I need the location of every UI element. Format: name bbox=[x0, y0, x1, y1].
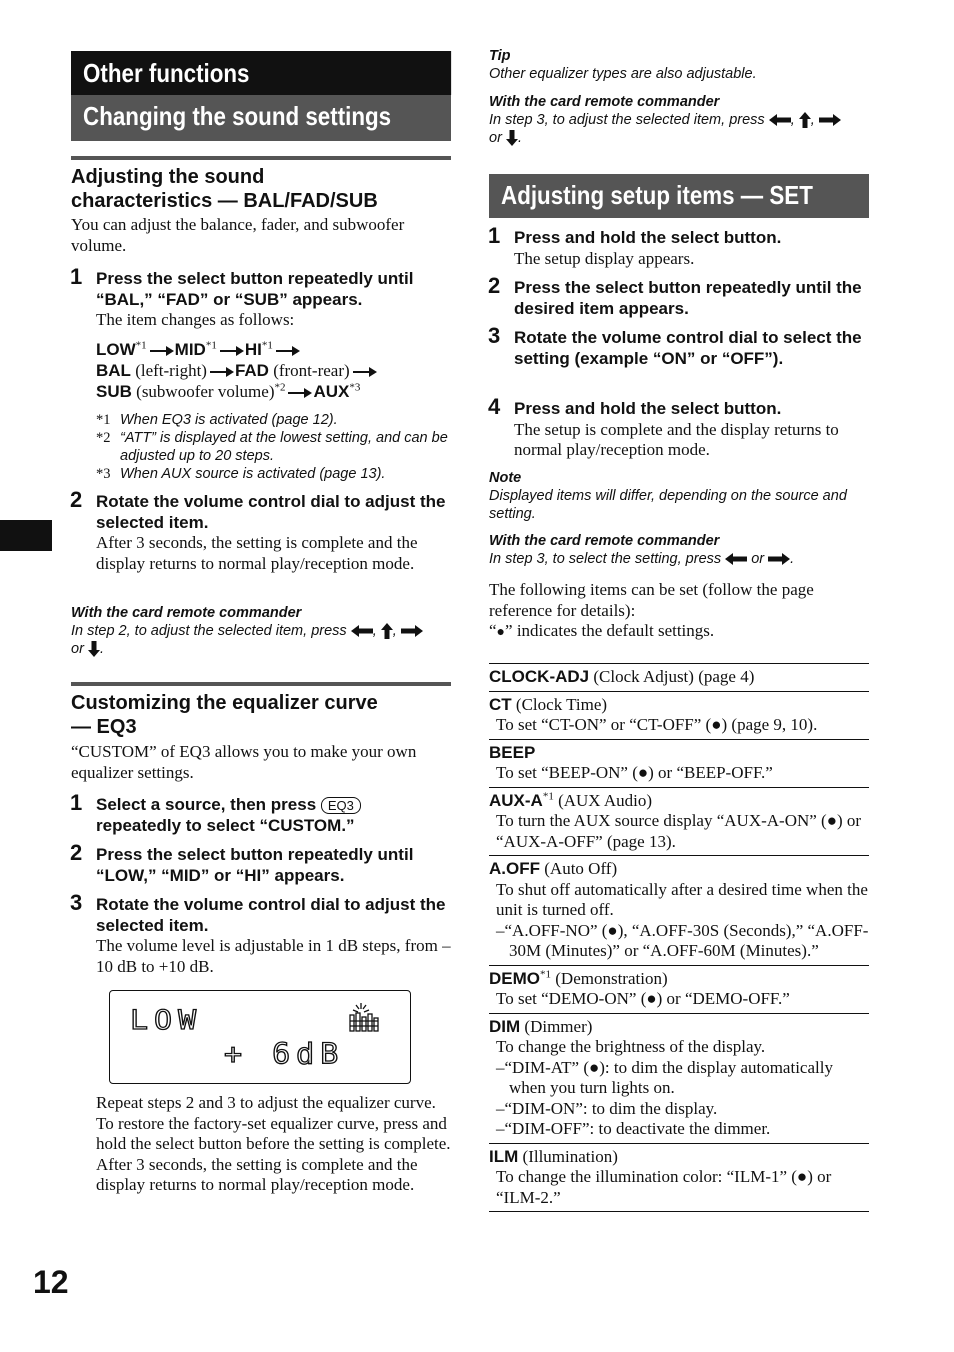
setting-text: To set “CT-ON” or “CT-OFF” (●) (page 9, 10). bbox=[496, 715, 818, 734]
setting-description: (Clock Time) bbox=[515, 694, 608, 714]
eq-after-text: Repeat steps 2 and 3 to adjust the equalizer curve. To restore the factory-set equalizer curve, press and hold the select button before the setting is complete. After 3 seconds, the setting is complete and the display returns to normal play/reception mode. bbox=[96, 1093, 451, 1194]
setting-text: To set “BEEP-ON” (●) or “BEEP-OFF.” bbox=[496, 763, 773, 782]
page-number: 12 bbox=[33, 1264, 69, 1300]
set-step-2: 2 Press the select button repeatedly until the desired item appears. bbox=[488, 273, 862, 318]
set-following: The following items can be set (follow the page reference for details): “●” indicates the default settings. bbox=[489, 580, 814, 640]
setting-name: DEMO bbox=[489, 968, 540, 988]
setting-name: ILM bbox=[489, 1146, 519, 1166]
settings-row bbox=[489, 1143, 869, 1213]
setting-text: To change the illumination color: “ILM-1” (●) or “ILM-2.” bbox=[496, 1167, 832, 1207]
settings-table bbox=[489, 663, 869, 1212]
eq3-button: EQ3 bbox=[321, 797, 361, 814]
eq-intro: “CUSTOM” of EQ3 allows you to make your own equalizer settings. bbox=[71, 742, 417, 782]
bal-step-1: 1 Press the select button repeatedly until “BAL,” “FAD” or “SUB” appears. The item changes as follows: bbox=[71, 269, 451, 331]
display-line2: + 6dB bbox=[224, 1037, 345, 1072]
setting-description: (Auto Off) bbox=[544, 859, 618, 878]
eq-rule bbox=[71, 682, 451, 686]
arrow-down-icon bbox=[88, 641, 100, 657]
setting-description: (Dimmer) bbox=[524, 1016, 593, 1036]
arrow-down-icon bbox=[506, 130, 518, 146]
set-remote-note: With the card remote commander In step 3, to select the setting, press or . bbox=[489, 533, 795, 567]
setting-footnote-mark: *1 bbox=[542, 789, 554, 802]
setting-name: A.OFF bbox=[489, 859, 540, 878]
setting-text: To change the brightness of the display. bbox=[496, 1037, 766, 1056]
bal-heading: Adjusting the sound characteristics — BAL/FAD/SUB bbox=[71, 166, 378, 212]
set-step-4: 4 Press and hold the select button. The setup is complete and the display returns to normal play/reception mode. bbox=[488, 394, 839, 459]
arrow-left-icon bbox=[769, 114, 791, 126]
setting-text: To set “DEMO-ON” (●) or “DEMO-OFF.” bbox=[496, 989, 790, 1008]
setting-footnote-mark: *1 bbox=[540, 967, 551, 980]
bal-footnotes: *1 When EQ3 is activated (page 12). *2 “ATT” is displayed at the lowest setting, and can be adjusted up to 20 steps. *3 When AUX source is activated (page 13). bbox=[96, 412, 448, 482]
tip-remote-note: With the card remote commander In step 3, to adjust the selected item, press , , or . bbox=[489, 93, 869, 147]
lcd-display bbox=[109, 990, 411, 1084]
side-tab bbox=[0, 520, 52, 551]
default-bullet-icon: ● bbox=[496, 625, 506, 640]
bal-remote-note: With the card remote commander In step 2, to adjust the selected item, press , , or . bbox=[71, 604, 451, 658]
bal-step1-body: The item changes as follows: bbox=[96, 310, 295, 329]
settings-row bbox=[489, 965, 869, 1013]
eq-heading: Customizing the equalizer curve — EQ3 bbox=[71, 692, 378, 738]
bal-intro: You can adjust the balance, fader, and subwoofer volume. bbox=[71, 215, 405, 255]
setting-name: AUX-A bbox=[489, 790, 543, 810]
set-note: Note Displayed items will differ, depending on the source and setting. bbox=[489, 470, 847, 522]
set-heading: Adjusting setup items — SET bbox=[501, 180, 813, 210]
bal-step-2: 2 Rotate the volume control dial to adjust the selected item. After 3 seconds, the setting is complete and the display returns to normal play/reception mode. bbox=[70, 487, 446, 573]
arrow-right-icon bbox=[401, 625, 423, 637]
arrow-left-icon bbox=[351, 625, 373, 637]
settings-row bbox=[489, 855, 869, 965]
eq-step-2: 2 Press the select button repeatedly until “LOW,” “MID” or “HI” appears. bbox=[70, 840, 414, 885]
setting-option: –“DIM-OFF”: to deactivate the dimmer. bbox=[496, 1119, 771, 1138]
setting-name: BEEP bbox=[489, 742, 536, 762]
setting-option: –“DIM-AT” (●): to dim the display automatically when you turn lights on. bbox=[496, 1057, 833, 1097]
arrow-up-icon bbox=[799, 112, 811, 128]
eq-step-1: 1 Select a source, then press EQ3 repeatedly to select “CUSTOM.” bbox=[71, 795, 451, 836]
arrow-right-icon bbox=[819, 114, 841, 126]
setting-name: DIM bbox=[489, 1016, 521, 1036]
tip-block: Tip Other equalizer types are also adjustable. bbox=[489, 48, 757, 82]
setting-text: To turn the AUX source display “AUX-A-ON” (●) or “AUX-A-OFF” (page 13). bbox=[496, 811, 862, 851]
bal-sequence: LOW$^{*1}$ MID$^{*1}$ HI$^{*1}$ BAL (left-right) FAD (front-rear) SUB (subwoofer volume)$^{*2}$ AUX$^{*3}$ bbox=[96, 339, 456, 402]
setting-description: (Clock Adjust) (page 4) bbox=[593, 667, 755, 686]
setting-option: –“DIM-ON”: to dim the display. bbox=[496, 1098, 718, 1118]
eq-step-3: 3 Rotate the volume control dial to adjust the selected item. The volume level is adjustable in 1 dB steps, from –10 dB to +10 dB. bbox=[70, 890, 451, 976]
settings-row bbox=[489, 663, 869, 691]
settings-row bbox=[489, 691, 869, 739]
setting-option: –“A.OFF-NO” (●), “A.OFF-30S (Seconds),” “A.OFF-30M (Minutes)” or “A.OFF-60M (Minutes).” bbox=[496, 920, 869, 960]
setting-description: (Demonstration) bbox=[555, 968, 668, 988]
bal-step1-title: Press the select button repeatedly until “BAL,” “FAD” or “SUB” appears. bbox=[96, 269, 414, 309]
section-rule bbox=[71, 156, 451, 160]
arrow-right-icon bbox=[768, 553, 790, 565]
setting-name: CLOCK-ADJ bbox=[489, 667, 590, 686]
set-step-3: 3 Rotate the volume control dial to select the setting (example “ON” or “OFF”). bbox=[488, 323, 862, 368]
setting-description: (AUX Audio) bbox=[558, 790, 653, 810]
section-title: Other functions bbox=[71, 51, 451, 95]
set-step-1: 1 Press and hold the select button. The setup display appears. bbox=[488, 223, 782, 268]
settings-row bbox=[489, 1013, 869, 1143]
setting-description: (Illumination) bbox=[522, 1146, 618, 1166]
setting-text: To shut off automatically after a desired time when the unit is turned off. bbox=[496, 879, 868, 919]
arrow-left-icon bbox=[725, 553, 747, 565]
setting-name: CT bbox=[489, 694, 512, 714]
settings-row bbox=[489, 739, 869, 787]
arrow-up-icon bbox=[381, 623, 393, 639]
subsection-title: Changing the sound settings bbox=[83, 101, 392, 131]
display-line1: LOW bbox=[130, 1004, 203, 1037]
settings-row bbox=[489, 787, 869, 856]
eq-icon bbox=[347, 1001, 381, 1033]
